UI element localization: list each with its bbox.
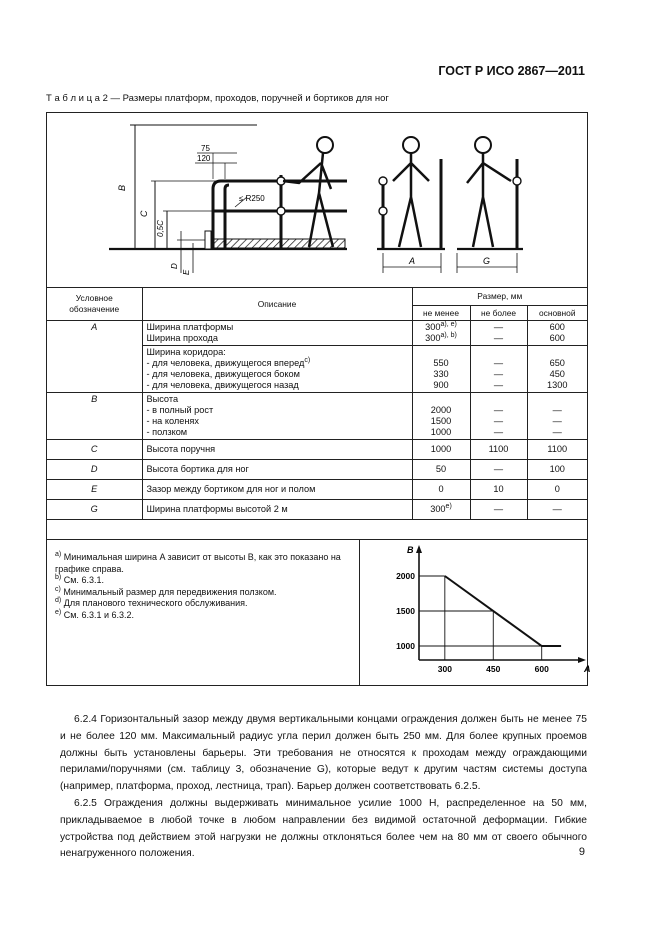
table-row: E Зазор между бортиком для ног и полом 0 10 0	[47, 480, 587, 500]
paragraph-6-2-4: 6.2.4 Горизонтальный зазор между двумя вертикальными концами ограждения должен быть не менее 75 и не более 120 мм. Максимальный радиус угла перил должен быть 250 мм. Для более крупных проемов должны быть установлены барьеры. Эти требования не относятся к проходам между ограждающими перилами/поручнями (см. таблицу 3, обозначение G), которые ведут к другим частям системы доступа (например, платформа, проход, лестница, трап). Барьер должен соответствовать 6.2.5.	[60, 714, 587, 793]
label-d: D	[170, 263, 179, 269]
x-tick-label: 300	[437, 664, 452, 674]
y-tick-label: 2000	[396, 571, 415, 581]
label-120: 120	[197, 154, 211, 163]
label-c: C	[139, 210, 149, 217]
table-row: Ширина коридора: - для человека, движущегося вперед$^{c)}$ - для человека, движущегося боком - для человека, движущегося назад 550 330 900 — — — 650 450 1300	[47, 346, 587, 393]
header-size: Размер, мм	[412, 288, 587, 306]
y-arrow	[416, 545, 422, 553]
width-height-chart	[359, 540, 591, 686]
label-g: G	[483, 256, 491, 266]
x-axis-label: A	[584, 664, 591, 674]
table-row: B Высота - в полный рост - на коленях - ползком 2000 1500 1000 — — — — — —	[47, 393, 587, 440]
footnotes: $^{a)}$ Минимальная ширина A зависит от высоты B, как это показано на графике справа. $^{b)}$ См. 6.3.1. $^{c)}$ Минимальный размер для передвижения ползком. $^{d)}$ Для планового технического обслуживания. $^{e)}$ См. 6.3.1 и 6.3.2.	[55, 551, 341, 620]
label-a: A	[409, 256, 416, 266]
page-number: 9	[578, 846, 585, 858]
header-max: не более	[470, 306, 527, 321]
table-caption: Т а б л и ц а 2 — Размеры платформ, проходов, поручней и бортиков для ног	[46, 93, 389, 104]
header-main: основной	[527, 306, 587, 321]
label-half-c: 0,5C	[156, 220, 165, 237]
label-e: E	[182, 269, 191, 275]
y-tick-label: 1500	[396, 606, 415, 616]
table-notes	[47, 539, 591, 686]
platform-diagram	[47, 113, 587, 287]
header-symbol: Условное обозначение	[47, 288, 142, 321]
table-row: A Ширина платформы Ширина прохода $300^{a), e)}$ $300^{a), b)}$ — — 600 600	[47, 321, 587, 346]
x-tick-label: 450	[486, 664, 501, 674]
table-row: C Высота поручня 1000 1100 1100	[47, 440, 587, 460]
figure-platform	[47, 113, 587, 288]
table-row: D Высота бортика для ног 50 — 100	[47, 460, 587, 480]
body-text	[60, 712, 587, 863]
table-2	[46, 112, 591, 686]
standard-header: ГОСТ Р ИСО 2867—2011	[438, 64, 585, 78]
x-arrow	[578, 657, 586, 663]
label-b: B	[117, 184, 127, 191]
header-min: не менее	[412, 306, 470, 321]
label-75: 75	[201, 144, 210, 153]
paragraph-6-2-5: 6.2.5 Ограждения должны выдерживать минимальное усилие 1000 Н, распределенное на 50 мм, прикладываемое в любой точке в любом направлении без видимой остаточной деформации. Гибкие устройства под действием этой нагрузки не должны отклоняться более чем на 80 мм от своего обычного ненагруженного положения.	[60, 797, 587, 860]
table-row: G Ширина платформы высотой 2 м 300$^{e)}$ — —	[47, 500, 587, 520]
header-description: Описание	[142, 288, 412, 321]
dimensions-table	[47, 287, 587, 520]
y-axis-label: B	[407, 545, 414, 555]
x-tick-label: 600	[534, 664, 549, 674]
y-tick-label: 1000	[396, 641, 415, 651]
label-r250: ≤ R250	[239, 194, 265, 203]
